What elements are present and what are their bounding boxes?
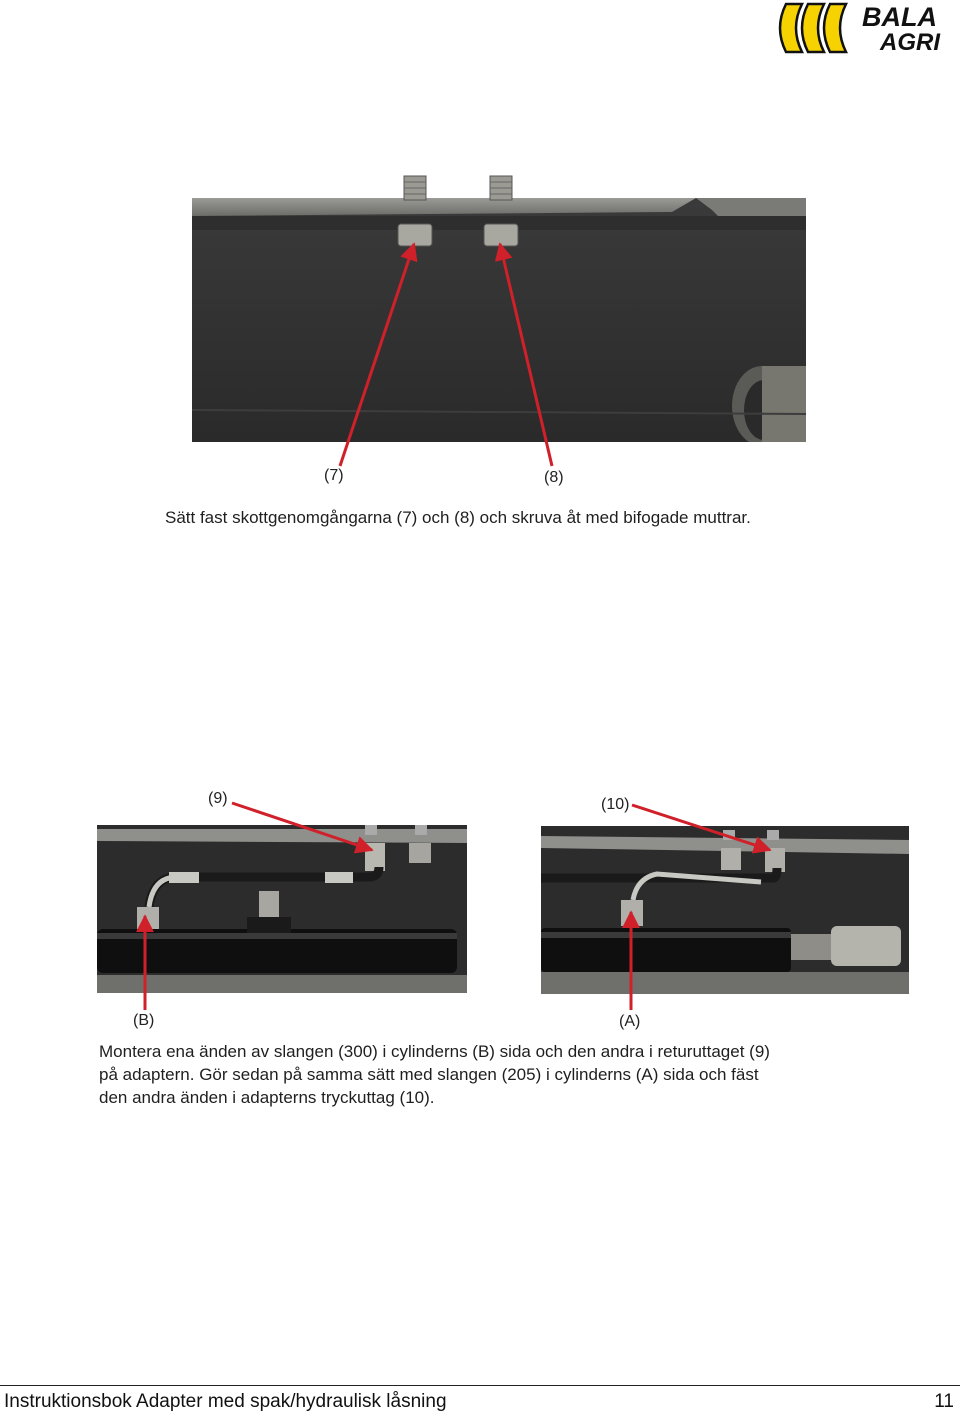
callout-label-a: (A): [619, 1013, 641, 1030]
step2-instruction-line-3: den andra änden i adapterns tryckuttag (10).: [99, 1088, 435, 1107]
footer-title: Instruktionsbok Adapter med spak/hydraulisk låsning: [4, 1391, 447, 1412]
callout-label-10: (10): [601, 796, 630, 813]
logo-wordmark-agri: AGRI: [880, 29, 940, 56]
callout-label-9: (9): [208, 790, 228, 807]
bala-agri-logo: [772, 0, 960, 56]
callout-label-b: (B): [133, 1012, 155, 1029]
step1-instruction: Sätt fast skottgenomgångarna (7) och (8) och skruva åt med bifogade muttrar.: [165, 508, 751, 527]
logo-wordmark-bala: BALA: [862, 2, 937, 32]
step2-instruction-line-1: Montera ena änden av slangen (300) i cylinderns (B) sida och den andra i returuttaget (9): [99, 1042, 770, 1061]
photo-cylinder-a-side: [541, 826, 909, 994]
logo-stripes-icon: [780, 4, 846, 52]
footer-divider: [0, 1385, 960, 1386]
photo-cylinder-b-side: [97, 825, 467, 993]
page-number: 11: [934, 1391, 954, 1412]
callout-label-7: (7): [324, 467, 344, 484]
callout-label-8: (8): [544, 469, 564, 486]
step2-instruction-line-2: på adaptern. Gör sedan på samma sätt med slangen (205) i cylinderns (A) sida och fäst: [99, 1065, 759, 1084]
photo-bulkhead-fittings: [192, 170, 806, 442]
